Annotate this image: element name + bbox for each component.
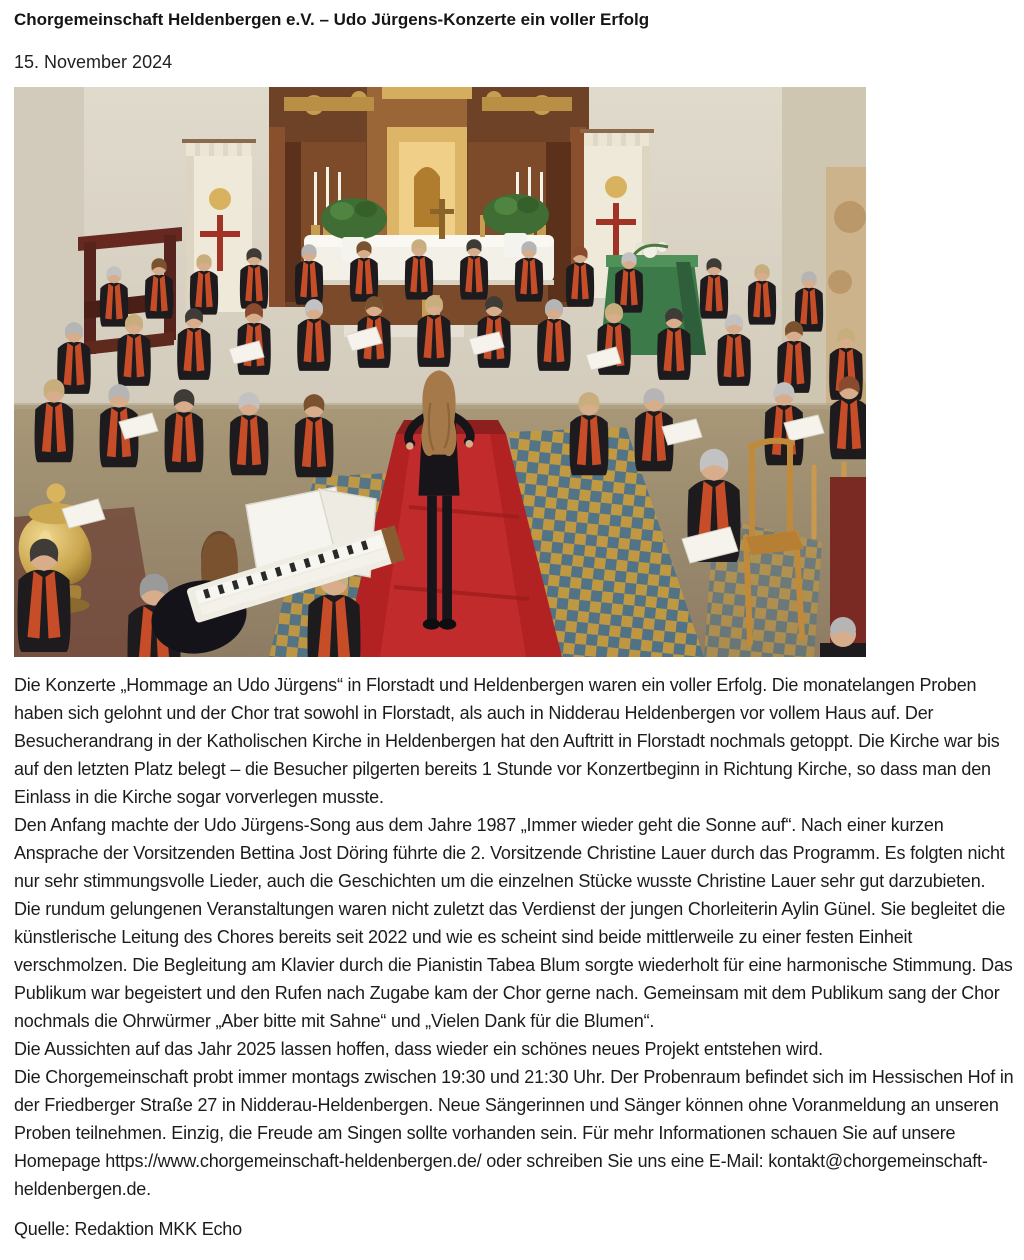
paragraph: Die Konzerte „Hommage an Udo Jürgens“ in Florstadt und Heldenbergen waren ein voller Erfolg. Die monatelangen Proben haben sich gelohnt und der Chor trat sowohl in Florstadt, als auch in Nidderau Heldenbergen vor vollem Haus auf. Der Besucherandrang in der Katholischen Kirche in Heldenbergen hat den Auftritt in Florstadt nochmals getoppt. Die Kirche war bis auf den letzten Platz belegt – die Besucher pilgerten bereits 1 Stunde vor Konzertbeginn in Richtung Kirche, so dass man den Einlass in die Kirche sogar vorverlegen musste. (14, 675, 1000, 807)
choir-photo-illustration (14, 87, 866, 657)
article-body (14, 671, 1016, 1203)
source-line: Quelle: Redaktion MKK Echo (14, 1219, 242, 1239)
paragraph: Die Chorgemeinschaft probt immer montags zwischen 19:30 und 21:30 Uhr. Der Probenraum befindet sich im Hessischen Hof in der Friedberger Straße 27 in Nidderau-Heldenbergen. Neue Sängerinnen und Sänger können ohne Voranmeldung an unseren Proben teilnehmen. Einzig, die Freude am Singen sollte vorhanden sein. Für mehr Informationen schauen Sie auf unsere Homepage https://www.chorgemeinschaft-heldenbergen.de/ oder schreiben Sie uns eine E-Mail: kontakt@chorgemeinschaft-heldenbergen.de. (14, 1067, 1014, 1199)
paragraph: Die Aussichten auf das Jahr 2025 lassen hoffen, dass wieder ein schönes neues Projekt entstehen wird. (14, 1039, 823, 1059)
choir-photo (14, 87, 866, 657)
paragraph: Den Anfang machte der Udo Jürgens-Song aus dem Jahre 1987 „Immer wieder geht die Sonne auf“. Nach einer kurzen Ansprache der Vorsitzenden Bettina Jost Döring führte die 2. Vorsitzende Christine Lauer durch das Programm. Es folgten nicht nur sehr stimmungsvolle Lieder, auch die Geschichten um die einzelnen Stücke wusste Christine Lauer sehr gut darzubieten. Die rundum gelungenen Veranstaltungen waren nicht zuletzt das Verdienst der jungen Chorleiterin Aylin Günel. Sie begleitet die künstlerische Leitung des Chores bereits seit 2022 und wie es scheint sind beide mittlerweile zu einer festen Einheit verschmolzen. Die Begleitung am Klavier durch die Pianistin Tabea Blum sorgte wiederholt für eine harmonische Stimmung. Das Publikum war begeistert und den Rufen nach Zugabe kam der Chor gerne nach. Gemeinsam mit dem Publikum sang der Chor nochmals die Ohrwürmer „Aber bitte mit Sahne“ und „Vielen Dank für die Blumen“. (14, 815, 1013, 1031)
article-date: 15. November 2024 (14, 52, 173, 72)
page-title: Chorgemeinschaft Heldenbergen e.V. – Udo Jürgens-Konzerte ein voller Erfolg (14, 10, 650, 29)
